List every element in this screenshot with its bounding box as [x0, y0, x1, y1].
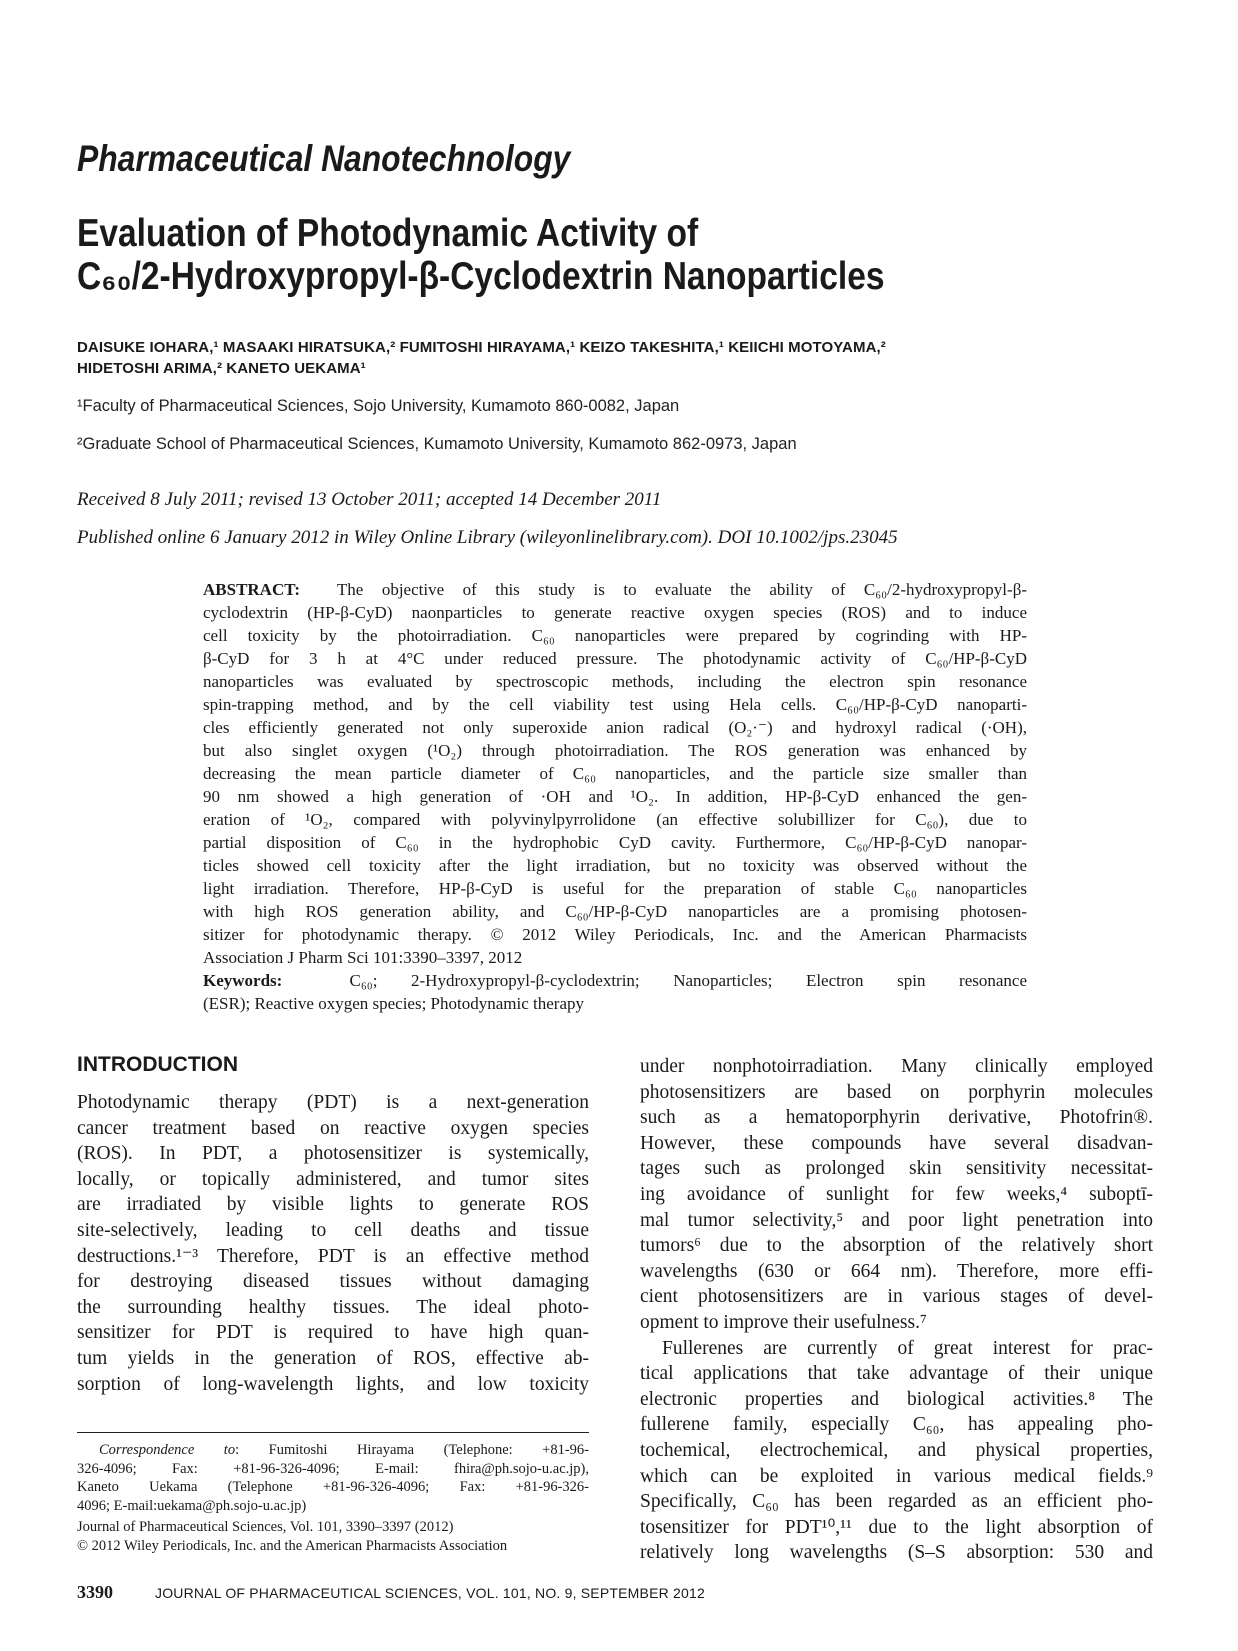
- text-line: [77, 1497, 589, 1516]
- text-line: [203, 808, 1027, 831]
- line-text: cles efficiently generated not only superoxide anion radical (O₂·⁻) and hydroxyl radical (·OH),: [203, 718, 1027, 737]
- line-text: cell toxicity by the photoirradiation. C₆₀ nanoparticles were prepared by cogrinding with HP-: [203, 626, 1027, 645]
- text-line: [640, 1540, 1153, 1566]
- keywords: [203, 969, 1027, 1015]
- line-text: Fullerenes are currently of great interest for prac-: [662, 1337, 1153, 1359]
- text-line: [640, 1438, 1153, 1464]
- line-text: partial disposition of C₆₀ in the hydrophobic CyD cavity. Furthermore, C₆₀/HP-β-CyD nanopar-: [203, 833, 1027, 852]
- text-line: [77, 1460, 589, 1479]
- line-text: sensitizer for PDT is required to have high quan-: [77, 1322, 589, 1344]
- line-text: 4096; E-mail:uekama@ph.sojo-u.ac.jp): [77, 1497, 307, 1514]
- text-line: [77, 1218, 589, 1244]
- introduction-heading: INTRODUCTION: [77, 1053, 238, 1076]
- line-text: tical applications that take advantage of their unique: [640, 1363, 1153, 1385]
- text-line: [77, 1320, 589, 1346]
- text-line: [77, 1116, 589, 1142]
- line-text: Kaneto Uekama (Telephone +81-96-326-4096; Fax: +81-96-326-: [77, 1479, 589, 1495]
- text-line: [203, 785, 1027, 808]
- line-text: photosensitizers are based on porphyrin molecules: [640, 1081, 1153, 1103]
- text-line: [77, 1192, 589, 1218]
- line-text: (ESR); Reactive oxygen species; Photodynamic therapy: [203, 994, 584, 1013]
- abstract: [203, 578, 1027, 1015]
- citation-line: Journal of Pharmaceutical Sciences, Vol. 101, 3390–3397 (2012): [77, 1519, 454, 1535]
- line-text: β-CyD for 3 h at 4°C under reduced pressure. The photodynamic activity of C₆₀/HP-β-CyD: [203, 649, 1027, 668]
- line-text: tochemical, electrochemical, and physical properties,: [640, 1439, 1153, 1461]
- line-text: tumors⁶ due to the absorption of the relatively short: [640, 1235, 1153, 1257]
- title-line: C₆₀/2-Hydroxypropyl-β-Cyclodextrin Nanoparticles: [77, 255, 885, 298]
- text-line: [203, 578, 1027, 601]
- line-text: wavelengths (630 or 664 nm). Therefore, more effi-: [640, 1260, 1153, 1282]
- line-text: Specifically, C₆₀ has been regarded as an efficient pho-: [640, 1491, 1153, 1513]
- line-text: 326-4096; Fax: +81-96-326-4096; E-mail: fhira@ph.sojo-u.ac.jp),: [77, 1460, 589, 1477]
- line-text: light irradiation. Therefore, HP-β-CyD is useful for the preparation of stable C₆₀ nanoparticles: [203, 879, 1027, 898]
- line-text: tosensitizer for PDT¹⁰,¹¹ due to the light absorption of: [640, 1516, 1153, 1538]
- text-line: [640, 1310, 1153, 1336]
- text-line: [77, 1478, 589, 1497]
- text-line: [77, 1295, 589, 1321]
- text-line: [77, 1372, 589, 1398]
- text-line: [77, 1141, 589, 1167]
- line-text: electronic properties and biological activities.⁸ The: [640, 1388, 1153, 1410]
- text-line: [203, 647, 1027, 670]
- text-line: [640, 1284, 1153, 1310]
- line-text: fullerene family, especially C₆₀, has appealing pho-: [640, 1414, 1153, 1436]
- text-line: [640, 1080, 1153, 1106]
- text-line: [640, 1182, 1153, 1208]
- text-line: [640, 1259, 1153, 1285]
- text-line: [640, 1464, 1153, 1490]
- copyright-line: © 2012 Wiley Periodicals, Inc. and the American Pharmacists Association: [77, 1537, 508, 1554]
- text-line: [203, 923, 1027, 946]
- text-line: [77, 1090, 589, 1116]
- affiliation-2: ²Graduate School of Pharmaceutical Sciences, Kumamoto University, Kumamoto 862-0973, Japan: [77, 435, 797, 453]
- line-text: sorption of long-wavelength lights, and low toxicity: [77, 1373, 589, 1395]
- line-text: mal tumor selectivity,⁵ and poor light penetration into: [640, 1209, 1153, 1231]
- abstract-label: ABSTRACT:: [203, 580, 337, 599]
- title-line: Evaluation of Photodynamic Activity of: [77, 212, 699, 255]
- correspondence-label: Correspondence to: [99, 1442, 236, 1458]
- text-line: [203, 854, 1027, 877]
- author-list: [77, 337, 886, 379]
- line-text: decreasing the mean particle diameter of C₆₀ nanoparticles, and the particle size smaller than: [203, 764, 1027, 783]
- text-line: [203, 601, 1027, 624]
- line-text: Photodynamic therapy (PDT) is a next-generation: [77, 1092, 589, 1113]
- citation-footnote: [77, 1518, 589, 1555]
- journal-running-footer: JOURNAL OF PHARMACEUTICAL SCIENCES, VOL. 101, NO. 9, SEPTEMBER 2012: [155, 1585, 705, 1601]
- line-text: However, these compounds have several disadvan-: [640, 1132, 1153, 1154]
- text-line: [640, 1233, 1153, 1259]
- line-text: C₆₀; 2-Hydroxypropyl-β-cyclodextrin; Nanoparticles; Electron spin resonance: [349, 971, 1027, 990]
- line-text: the surrounding healthy tissues. The ideal photo-: [77, 1296, 589, 1318]
- text-line: [640, 1515, 1153, 1541]
- text-line: [77, 1244, 589, 1270]
- line-text: such as a hematoporphyrin derivative, Photofrin®.: [640, 1107, 1153, 1129]
- text-line: [203, 969, 1027, 992]
- line-text: cyclodextrin (HP-β-CyD) naonparticles to generate reactive oxygen species (ROS) and to induce: [203, 603, 1027, 622]
- text-line: [203, 900, 1027, 923]
- line-text: (ROS). In PDT, a photosensitizer is systemically,: [77, 1143, 589, 1165]
- text-line: [203, 877, 1027, 900]
- line-text: 90 nm showed a high generation of ·OH and ¹O₂. In addition, HP-β-CyD enhanced the gen-: [203, 787, 1027, 806]
- left-column-text: [77, 1090, 589, 1397]
- author-line: DAISUKE IOHARA,¹ MASAAKI HIRATSUKA,² FUMITOSHI HIRAYAMA,¹ KEIZO TAKESHITA,¹ KEIICHI MOTOYAMA,²: [77, 339, 886, 356]
- page-number: 3390: [77, 1582, 113, 1602]
- footnote-divider: [77, 1432, 589, 1433]
- line-text: ing avoidance of sunlight for few weeks,⁴ suboptī-: [640, 1183, 1153, 1205]
- section-heading: Pharmaceutical Nanotechnology: [77, 138, 571, 179]
- line-text: : Fumitoshi Hirayama (Telephone: +81-96-: [235, 1442, 589, 1458]
- text-line: [640, 1131, 1153, 1157]
- text-line: [203, 693, 1027, 716]
- line-text: locally, or topically administered, and tumor sites: [77, 1168, 589, 1190]
- text-line: [203, 992, 1027, 1015]
- text-line: [203, 624, 1027, 647]
- text-line: [640, 1361, 1153, 1387]
- author-line: HIDETOSHI ARIMA,² KANETO UEKAMA¹: [77, 360, 366, 377]
- received-dates: Received 8 July 2011; revised 13 October 2011; accepted 14 December 2011: [77, 489, 662, 510]
- line-text: for destroying diseased tissues without damaging: [77, 1271, 589, 1293]
- text-line: [640, 1105, 1153, 1131]
- text-line: [640, 1156, 1153, 1182]
- line-text: The objective of this study is to evaluate the ability of C₆₀/2-hydroxypropyl-β-: [336, 580, 1028, 599]
- line-text: under nonphotoirradiation. Many clinically employed: [640, 1056, 1153, 1077]
- line-text: cancer treatment based on reactive oxygen species: [77, 1117, 589, 1139]
- line-text: sitizer for photodynamic therapy. © 2012 Wiley Periodicals, Inc. and the American Pharmacists: [203, 925, 1027, 944]
- text-line: [640, 1054, 1153, 1080]
- line-text: nanoparticles was evaluated by spectroscopic methods, including the electron spin resonance: [203, 672, 1027, 691]
- line-text: eration of ¹O₂, compared with polyvinylpyrrolidone (an effective solubillizer for C₆₀), due to: [203, 810, 1027, 829]
- line-text: site-selectively, leading to cell deaths and tissue: [77, 1219, 589, 1241]
- line-text: tum yields in the generation of ROS, effective ab-: [77, 1347, 589, 1369]
- publication-info: Published online 6 January 2012 in Wiley Online Library (wileyonlinelibrary.com). DOI 10.1002/jps.23045: [77, 527, 898, 548]
- line-text: tages such as prolonged skin sensitivity necessitat-: [640, 1158, 1153, 1180]
- line-text: spin-trapping method, and by the cell viability test using Hela cells. C₆₀/HP-β-CyD nanoparti-: [203, 695, 1027, 714]
- text-line: [203, 739, 1027, 762]
- text-line: [77, 1441, 589, 1460]
- line-text: relatively long wavelengths (S–S absorption: 530 and: [640, 1542, 1153, 1564]
- article-title: [77, 212, 884, 298]
- line-text: Association J Pharm Sci 101:3390–3397, 2012: [203, 948, 523, 967]
- right-column-text: [640, 1054, 1153, 1566]
- text-line: [77, 1269, 589, 1295]
- text-line: [640, 1387, 1153, 1413]
- text-line: [203, 831, 1027, 854]
- text-line: [640, 1336, 1153, 1362]
- line-text: but also singlet oxygen (¹O₂) through photoirradiation. The ROS generation was enhanced by: [203, 741, 1027, 760]
- text-line: [640, 1412, 1153, 1438]
- text-line: [640, 1208, 1153, 1234]
- line-text: are irradiated by visible lights to generate ROS: [77, 1194, 589, 1216]
- line-text: opment to improve their usefulness.⁷: [640, 1311, 927, 1333]
- text-line: [203, 762, 1027, 785]
- line-text: destructions.¹⁻³ Therefore, PDT is an effective method: [77, 1245, 589, 1267]
- line-text: ticles showed cell toxicity after the light irradiation, but no toxicity was observed without the: [203, 856, 1027, 875]
- line-text: cient photosensitizers are in various stages of devel-: [640, 1286, 1153, 1308]
- abstract-body: [203, 578, 1027, 969]
- line-text: which can be exploited in various medical fields.⁹: [640, 1465, 1153, 1487]
- correspondence-footnote: [77, 1441, 589, 1515]
- text-line: [203, 946, 1027, 969]
- text-line: [640, 1489, 1153, 1515]
- text-line: [203, 716, 1027, 739]
- keywords-label: Keywords:: [203, 971, 350, 990]
- line-text: with high ROS generation ability, and C₆₀/HP-β-CyD nanoparticles are a promising photosen-: [203, 902, 1027, 921]
- page-footer: [77, 1582, 705, 1603]
- text-line: [77, 1167, 589, 1193]
- text-line: [203, 670, 1027, 693]
- affiliation-1: ¹Faculty of Pharmaceutical Sciences, Sojo University, Kumamoto 860-0082, Japan: [77, 397, 680, 415]
- text-line: [77, 1346, 589, 1372]
